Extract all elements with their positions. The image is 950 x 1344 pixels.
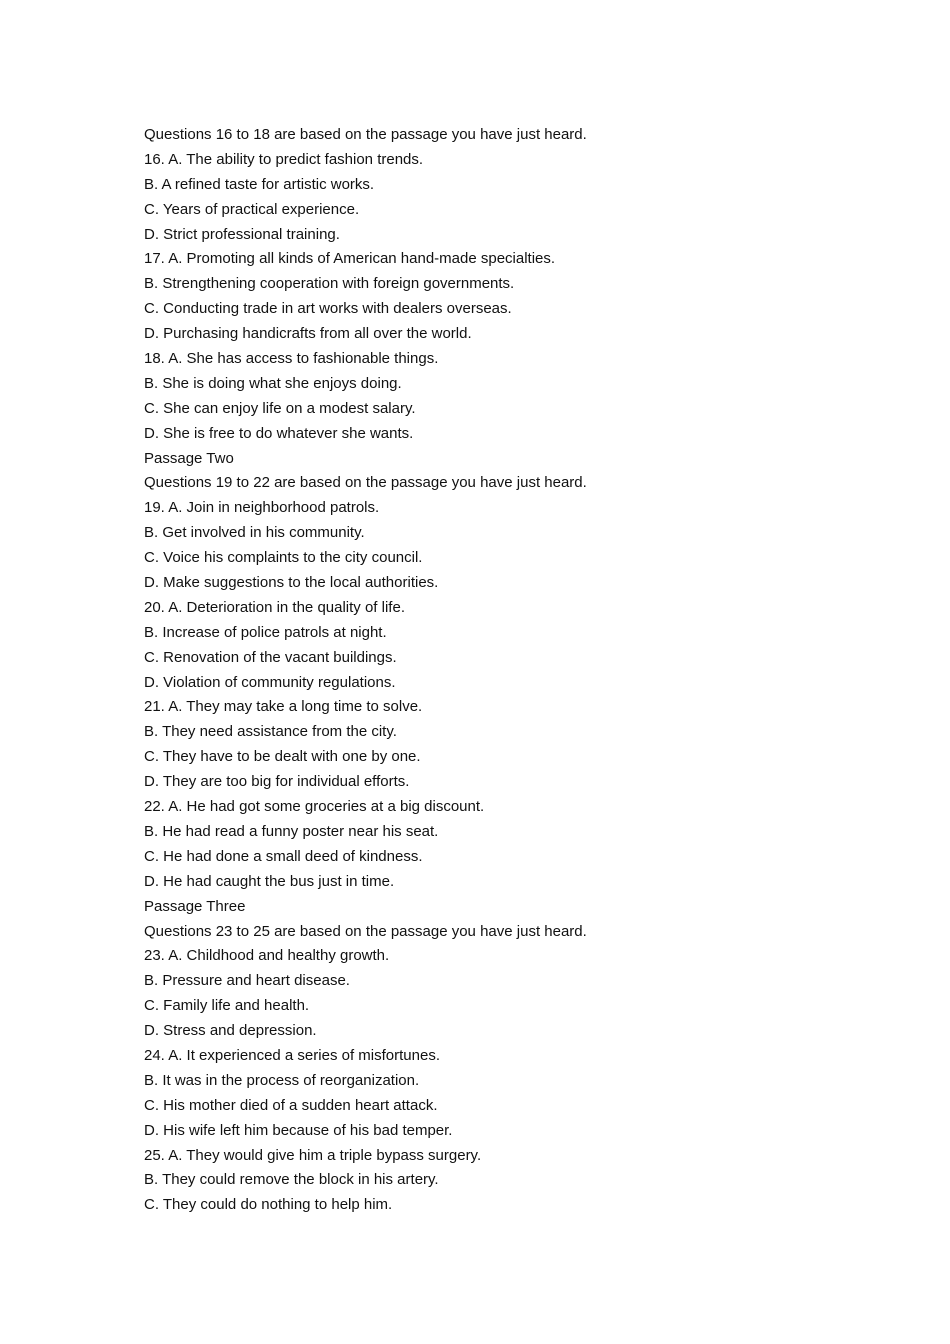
question-25-option-b: B. They could remove the block in his artery. [144, 1171, 439, 1189]
question-17-option-d: D. Purchasing handicrafts from all over the world. [144, 325, 472, 343]
question-23-option-d: D. Stress and depression. [144, 1022, 317, 1040]
question-21-option-a: 21. A. They may take a long time to solve. [144, 698, 423, 716]
passage-heading: Passage Two [144, 449, 234, 467]
question-19-option-d: D. Make suggestions to the local authorities. [144, 574, 439, 592]
question-19-option-b: B. Get involved in his community. [144, 524, 365, 542]
question-23-option-c: C. Family life and health. [144, 997, 310, 1015]
question-21-option-d: D. They are too big for individual efforts. [144, 773, 410, 791]
question-22-option-a: 22. A. He had got some groceries at a big discount. [144, 798, 485, 816]
question-16-option-b: B. A refined taste for artistic works. [144, 175, 375, 193]
question-20-option-a: 20. A. Deterioration in the quality of life. [144, 598, 405, 616]
question-22-option-d: D. He had caught the bus just in time. [144, 872, 395, 890]
question-24-option-b: B. It was in the process of reorganization. [144, 1071, 420, 1089]
question-21-option-b: B. They need assistance from the city. [144, 723, 397, 741]
section-instruction: Questions 23 to 25 are based on the passage you have just heard. [144, 922, 587, 940]
document-body [144, 123, 844, 1218]
question-21-option-c: C. They have to be dealt with one by one. [144, 748, 421, 766]
question-19-option-c: C. Voice his complaints to the city council. [144, 549, 423, 567]
question-25-option-a: 25. A. They would give him a triple bypass surgery. [144, 1146, 482, 1164]
question-23-option-b: B. Pressure and heart disease. [144, 972, 350, 990]
question-16-option-d: D. Strict professional training. [144, 225, 340, 243]
question-18-option-d: D. She is free to do whatever she wants. [144, 424, 414, 442]
question-20-option-c: C. Renovation of the vacant buildings. [144, 648, 397, 666]
question-18-option-c: C. She can enjoy life on a modest salary. [144, 399, 416, 417]
question-24-option-d: D. His wife left him because of his bad temper. [144, 1121, 453, 1139]
question-22-option-c: C. He had done a small deed of kindness. [144, 847, 423, 865]
question-20-option-b: B. Increase of police patrols at night. [144, 623, 387, 641]
question-16-option-c: C. Years of practical experience. [144, 200, 360, 218]
question-25-option-c: C. They could do nothing to help him. [144, 1196, 393, 1214]
question-17-option-a: 17. A. Promoting all kinds of American hand-made specialties. [144, 250, 556, 268]
section-instruction: Questions 16 to 18 are based on the passage you have just heard. [144, 126, 587, 143]
section-instruction: Questions 19 to 22 are based on the passage you have just heard. [144, 474, 587, 492]
question-17-option-b: B. Strengthening cooperation with foreign governments. [144, 275, 515, 293]
question-17-option-c: C. Conducting trade in art works with dealers overseas. [144, 300, 512, 318]
question-24-option-c: C. His mother died of a sudden heart attack. [144, 1096, 438, 1114]
question-20-option-d: D. Violation of community regulations. [144, 673, 396, 691]
question-16-option-a: 16. A. The ability to predict fashion trends. [144, 150, 424, 168]
question-24-option-a: 24. A. It experienced a series of misfortunes. [144, 1046, 440, 1064]
question-19-option-a: 19. A. Join in neighborhood patrols. [144, 499, 380, 517]
passage-heading: Passage Three [144, 897, 246, 915]
question-18-option-b: B. She is doing what she enjoys doing. [144, 374, 402, 392]
question-18-option-a: 18. A. She has access to fashionable things. [144, 350, 439, 368]
question-23-option-a: 23. A. Childhood and healthy growth. [144, 947, 390, 965]
question-22-option-b: B. He had read a funny poster near his seat. [144, 822, 439, 840]
